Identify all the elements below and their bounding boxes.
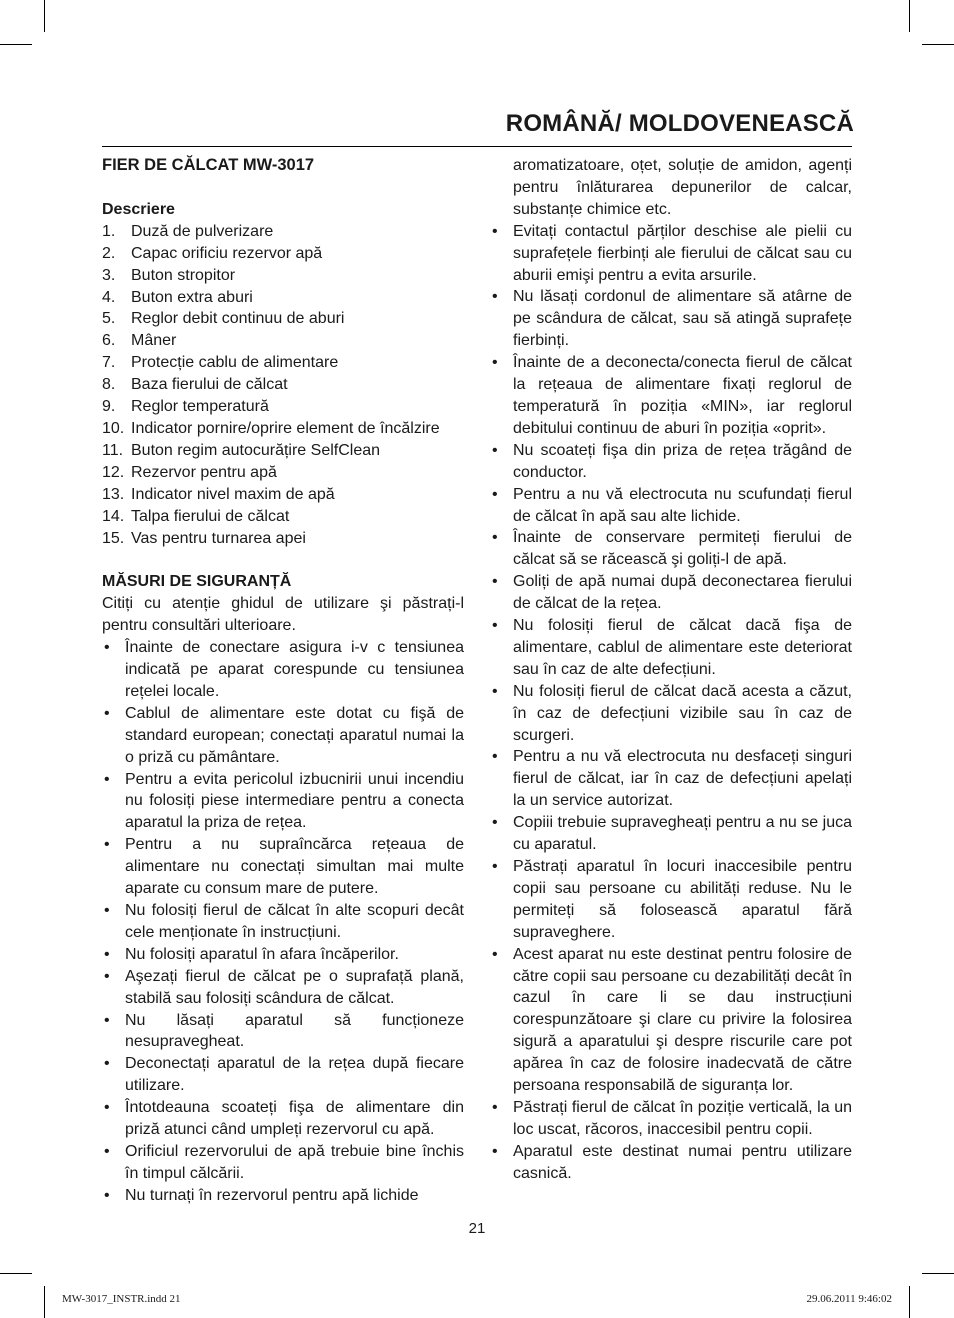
document-title: FIER DE CĂLCAT MW-3017 — [102, 156, 315, 174]
safety-item: • Nu folosiți fierul de călcat în alte scopuri decât cele menționate în instrucțiuni. — [102, 900, 464, 944]
safety-item: • Copiii trebuie supravegheați pentru a nu se juca cu aparatul. — [490, 812, 852, 856]
part-label: Reglor debit continuu de aburi — [131, 310, 345, 328]
part-item — [102, 418, 464, 440]
crop-mark — [909, 1286, 910, 1318]
part-item — [102, 243, 464, 265]
part-item — [102, 287, 464, 309]
part-item — [102, 374, 464, 396]
part-number: 9. — [102, 398, 116, 416]
part-label: Buton extra aburi — [131, 288, 253, 306]
safety-continuation: aromatizatoare, oțet, soluție de amidon, agenți pentru înlăturarea depunerilor de calcar, substanțe chimice etc. — [513, 157, 852, 218]
safety-item: • Păstrați fierul de călcat în poziție verticală, la un loc uscat, răcoros, inaccesibil pentru copii. — [490, 1097, 852, 1141]
safety-item: • Nu turnați în rezervorul pentru apă lichide — [102, 1185, 464, 1207]
crop-mark — [0, 44, 32, 45]
part-item — [102, 330, 464, 352]
part-label: Baza fierului de călcat — [131, 376, 288, 394]
safety-item: • Pentru a nu supraîncărca rețeaua de alimentare nu conectați simultan mai multe aparate cu consum mare de putere. — [102, 834, 464, 900]
part-label: Vas pentru turnarea apei — [131, 529, 306, 547]
safety-item: • Evitați contactul părților deschise ale pielii cu suprafețele fierbinți ale fierului de călcat sau cu aburii emişi pentru a evita arsurile. — [490, 221, 852, 287]
left-column — [102, 155, 464, 1207]
safety-item: • Nu folosiți fierul de călcat dacă acesta a căzut, în caz de defecțiuni vizibile sau în caz de scurgeri. — [490, 681, 852, 747]
safety-item: • Orificiul rezervorului de apă trebuie bine închis în timpul călcării. — [102, 1141, 464, 1185]
safety-item: • Nu lăsați aparatul să funcționeze nesupravegheat. — [102, 1010, 464, 1054]
safety-item: • Pentru a nu vă electrocuta nu desfaceți singuri fierul de călcat, iar în caz de defecțiuni apelați la un service autorizat. — [490, 746, 852, 812]
safety-item: • Pentru a nu vă electrocuta nu scufundați fierul de călcat în apă sau alte lichide. — [490, 484, 852, 528]
part-label: Rezervor pentru apă — [131, 463, 277, 481]
part-item — [102, 440, 464, 462]
part-number: 13. — [102, 485, 125, 503]
crop-mark — [922, 1273, 954, 1274]
part-label: Buton regim autocurățire SelfClean — [131, 441, 381, 459]
part-item — [102, 528, 464, 550]
crop-mark — [44, 0, 45, 32]
part-label: Indicator pornire/oprire element de încălzire — [131, 419, 440, 437]
part-number: 12. — [102, 463, 125, 481]
safety-item: • Înainte de a deconecta/conecta fierul de călcat la rețeaua de alimentare fixați reglorul de temperatură în poziția «MIN», iar reglorul debitului continuu de aburi în poziția «oprit». — [490, 352, 852, 440]
language-title: ROMÂNĂ/ MOLDOVENEASCĂ — [505, 110, 854, 137]
safety-item: • Înainte de conservare permiteți fierului de călcat să se răcească şi goliți-l de apă. — [490, 527, 852, 571]
description-heading: Descriere — [102, 200, 175, 218]
part-item — [102, 308, 464, 330]
part-number: 11. — [102, 441, 124, 459]
safety-item: • Cablul de alimentare este dotat cu fişă de standard european; conectați aparatul numai la o priză cu pământare. — [102, 703, 464, 769]
part-item — [102, 265, 464, 287]
safety-item: • Înainte de conectare asigura i-v c tensiunea indicată pe aparat corespunde cu tensiunea rețelei locale. — [102, 637, 464, 703]
safety-list-right — [490, 221, 852, 1185]
right-column — [490, 155, 852, 1185]
crop-mark — [909, 0, 910, 32]
safety-item: • Nu scoateți fişa din priza de rețea trăgând de conductor. — [490, 440, 852, 484]
part-item — [102, 484, 464, 506]
safety-item: • Păstrați aparatul în locuri inaccesibile pentru copii sau persoane cu abilități reduse. Nu le permiteți să folosească aparatul fără supraveghere. — [490, 856, 852, 944]
safety-item: • Întotdeauna scoateți fişa de alimentare din priză atunci când umpleți rezervorul cu apă. — [102, 1097, 464, 1141]
part-item — [102, 396, 464, 418]
part-label: Duză de pulverizare — [131, 222, 274, 240]
safety-intro: Citiți cu atenție ghidul de utilizare şi păstrați-l pentru consultări ulterioare. — [102, 595, 464, 635]
part-number: 7. — [102, 354, 116, 372]
part-number: 8. — [102, 376, 116, 394]
part-number: 6. — [102, 332, 116, 350]
part-number: 4. — [102, 288, 116, 306]
crop-mark — [44, 1286, 45, 1318]
part-number: 5. — [102, 310, 116, 328]
part-number: 14. — [102, 507, 125, 525]
parts-list — [102, 221, 464, 550]
safety-item: • Nu lăsați cordonul de alimentare să atârne de pe scândura de călcat, sau să atingă suprafețe fierbinți. — [490, 286, 852, 352]
part-label: Reglor temperatură — [131, 398, 269, 416]
part-number: 2. — [102, 244, 116, 262]
part-label: Mâner — [131, 332, 177, 350]
safety-heading: MĂSURI DE SIGURANȚĂ — [102, 573, 292, 591]
part-label: Talpa fierului de călcat — [131, 507, 290, 525]
safety-item: • Deconectați aparatul de la rețea după fiecare utilizare. — [102, 1053, 464, 1097]
part-label: Indicator nivel maxim de apă — [131, 485, 335, 503]
safety-item: • Aşezați fierul de călcat pe o suprafață plană, stabilă sau folosiți scândura de călcat. — [102, 966, 464, 1010]
safety-item: • Acest aparat nu este destinat pentru folosire de către copii sau persoane cu dezabilități decât în cazul în care li se dau instrucțiuni corespunzătoare şi clare cu privire la folosirea sigură a aparatului şi despre riscurile care pot apărea în caz de folosire inadecvată de către persoana responsabilă de siguranța lor. — [490, 944, 852, 1097]
header-divider — [102, 146, 852, 147]
part-item — [102, 506, 464, 528]
part-label: Buton stropitor — [131, 266, 236, 284]
part-number: 15. — [102, 529, 125, 547]
file-slug: MW-3017_INSTR.indd 21 — [62, 1293, 181, 1305]
page-number: 21 — [468, 1220, 486, 1237]
safety-item: • Aparatul este destinat numai pentru utilizare casnică. — [490, 1141, 852, 1185]
safety-item: • Nu folosiți aparatul în afara încăperilor. — [102, 944, 464, 966]
part-number: 10. — [102, 419, 125, 437]
part-item — [102, 352, 464, 374]
safety-item: • Nu folosiți fierul de călcat dacă fişa de alimentare, cablul de alimentare este deteriorat sau în caz de alte defecțiuni. — [490, 615, 852, 681]
crop-mark — [922, 44, 954, 45]
date-slug: 29.06.2011 9:46:02 — [806, 1293, 892, 1305]
safety-item: • Pentru a evita pericolul izbucnirii unui incendiu nu folosiți piese intermediare pentru a conecta aparatul la priza de rețea. — [102, 769, 464, 835]
part-item — [102, 462, 464, 484]
part-number: 1. — [102, 222, 116, 240]
safety-list-left — [102, 637, 464, 1207]
safety-item: • Goliți de apă numai după deconectarea fierului de călcat de la rețea. — [490, 571, 852, 615]
part-label: Capac orificiu rezervor apă — [131, 244, 323, 262]
part-item — [102, 221, 464, 243]
part-label: Protecție cablu de alimentare — [131, 354, 339, 372]
part-number: 3. — [102, 266, 116, 284]
crop-mark — [0, 1273, 32, 1274]
